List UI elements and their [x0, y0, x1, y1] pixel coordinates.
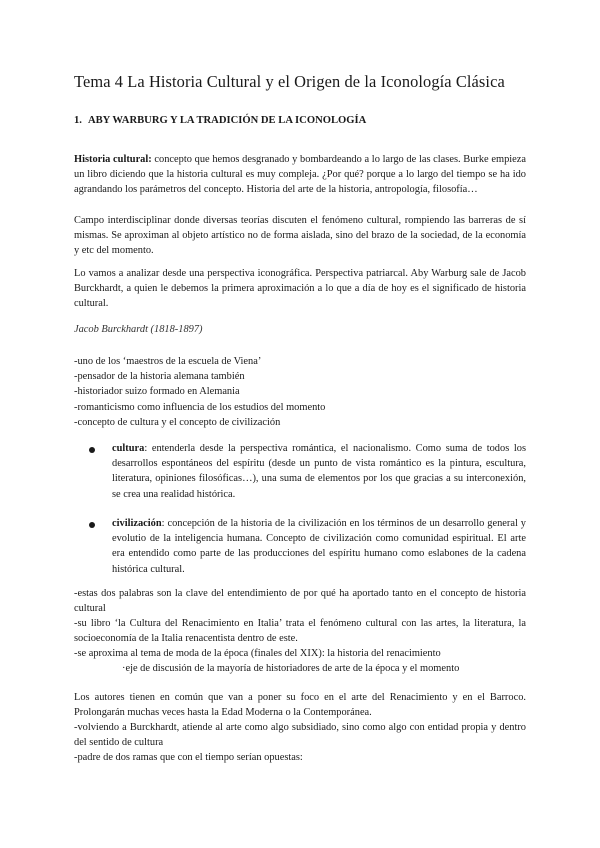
section-title: ABY WARBURG Y LA TRADICIÓN DE LA ICONOLOGÍA [87, 115, 367, 126]
term-civilizacion: civilización [112, 518, 162, 529]
final-point-2: -padre de dos ramas que con el tiempo serían opuestas: [74, 752, 303, 763]
civilizacion-text: : concepción de la historia de la civilización en los términos de un desarrollo general y evolutio de la inteligencia humana. Concepto de civilización como comunidad espiritual. El arte era entendido como parte de las producciones del espíritu humano como eslabones de la cadena histórica cultural. [112, 518, 526, 575]
cultura-text: : entenderla desde la perspectiva romántica, el nacionalismo. Como suma de todos los desarrollos espontáneos del espíritu (desde un punto de vista romántico es la pintura, escultura, literatura, opiniones filosóficas…), una suma de elementos por los que gracias a su interconexión, se crea una realidad histórica. [112, 443, 526, 500]
burckhardt-list [74, 354, 526, 430]
paragraph-autores: Los autores tienen en común que van a poner su foco en el arte del Renacimiento y en el Barroco. Prolongarán muchas veces hasta la Edad Moderna o la Contemporánea. [74, 692, 526, 719]
paragraph-campo: Campo interdisciplinar donde diversas teorías discuten el fenómeno cultural, rompiendo las barreras de sí mismas. Se aproximan al objeto artístico no de forma aislada, sino del brazo de la sociedad, de la economía y etc del momento. [74, 215, 526, 257]
paragraph-historia-cultural [74, 152, 526, 198]
historia-cultural-text: concepto que hemos desgranado y bombardeando a lo largo de las clases. Burke empieza un libro diciendo que la historia cultural es muy compleja. ¿Por qué? porque a lo largo del tiempo se ha ido agrandando los parámetros del concepto. Historia del arte de la historia, antropología, filosofía… [74, 154, 526, 196]
list-item: -uno de los ‘maestros de la escuela de Viena’ [74, 356, 262, 367]
note-3: -se aproxima al tema de moda de la época (finales del XIX): la historia del renacimiento [74, 648, 441, 659]
section-heading [74, 115, 366, 126]
paragraph-analisis: Lo vamos a analizar desde una perspectiva iconográfica. Perspectiva patriarcal. Aby Warburg sale de Jacob Burckhardt, a quien le debemos la primera aproximación a lo que a día de hoy es el significado de historia cultural. [74, 268, 526, 310]
bullet-icon [89, 447, 95, 453]
term-historia-cultural: Historia cultural: [74, 154, 152, 165]
note-1: -estas dos palabras son la clave del entendimiento de por qué ha aportado tanto en el concepto de historia cultural [74, 588, 526, 615]
note-2: -su libro ‘la Cultura del Renacimiento en Italia’ trata el fenómeno cultural con las artes, la literatura, la socioeconomía de la Italia renacentista dentro de este. [74, 618, 526, 645]
list-item: -historiador suizo formado en Alemania [74, 386, 240, 398]
page-title: Tema 4 La Historia Cultural y el Origen de la Iconología Clásica [74, 72, 505, 91]
list-item: -pensador de la historia alemana también [74, 371, 245, 383]
burckhardt-heading: Jacob Burckhardt (1818-1897) [74, 324, 203, 335]
bullet-civilizacion [112, 516, 526, 577]
section-number: 1. [74, 115, 82, 126]
final-point-1: -volviendo a Burckhardt, atiende al arte como algo subsidiado, sino como algo con entidad propia y dentro del sentido de cultura [74, 722, 526, 749]
list-item: -concepto de cultura y el concepto de civilización [74, 416, 281, 428]
list-item: -romanticismo como influencia de los estudios del momento [74, 401, 326, 413]
sub-note: ·eje de discusión de la mayoría de historiadores de arte de la época y el momento [122, 663, 460, 674]
term-cultura: cultura [112, 443, 145, 454]
bullet-icon [89, 522, 95, 528]
bullet-cultura [112, 441, 526, 502]
